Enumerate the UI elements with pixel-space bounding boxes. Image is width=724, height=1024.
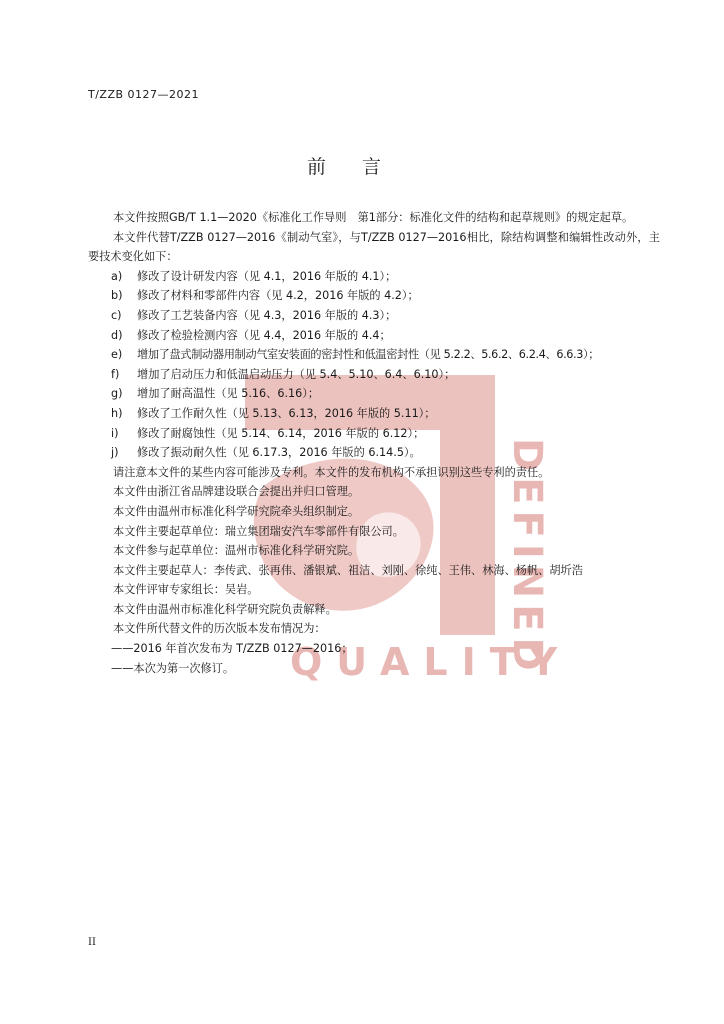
statement-interpretation: 本文件由温州市标准化科学研究院负责解释。 [113, 602, 337, 616]
statement-patent: 请注意本文件的某些内容可能涉及专利。本文件的发布机构不承担识别这些专利的责任。 [113, 465, 550, 479]
statement-drafters: 本文件主要起草人：李传武、张再伟、潘银斌、祖洁、刘刚、徐纯、王伟、林海、杨帆、胡圻浩 [113, 563, 583, 577]
statement-review-leader: 本文件评审专家组长：吴岩。 [113, 583, 259, 597]
list-item: d) 修改了检验检测内容（见 4.4，2016 年版的 4.4； [111, 328, 391, 342]
history-item: ——本次为第一次修订。 [111, 661, 235, 675]
list-item: e) 增加了盘式制动器用制动气室安装面的密封性和低温密封性（见 5.2.2、5.6.2、6.2.4、6.6.3）； [111, 348, 600, 362]
list-item: c) 修改了工艺装备内容（见 4.3，2016 年版的 4.3）； [111, 308, 397, 322]
list-item: i) 修改了耐腐蚀性（见 5.14、6.14，2016 年版的 6.12）； [111, 426, 425, 440]
list-item: j) 修改了振动耐久性（见 6.17.3，2016 年版的 6.14.5）。 [111, 446, 421, 460]
list-item: a) 修改了设计研发内容（见 4.1，2016 年版的 4.1）； [111, 269, 397, 283]
statement-proposer: 本文件由浙江省品牌建设联合会提出并归口管理。 [113, 485, 360, 499]
list-item: g) 增加了耐高温性（见 5.16、6.16）； [111, 387, 320, 401]
page-number: II [88, 937, 96, 948]
watermark-defined-text: DEFINED [504, 438, 550, 677]
page-title: 前言 [306, 156, 417, 178]
list-item: f) 增加了启动压力和低温启动压力（见 5.4、5.10、6.4、6.10）； [111, 367, 456, 381]
list-item: b) 修改了材料和零部件内容（见 4.2，2016 年版的 4.2）； [111, 289, 419, 303]
changes-list [88, 267, 660, 463]
statement-history-intro: 本文件所代替文件的历次版本发布情况为： [113, 622, 326, 636]
foreword-content [88, 208, 660, 678]
history-item: ——2016 年首次发布为 T/ZZB 0127—2016； [111, 642, 353, 656]
list-item: h) 修改了工作耐久性（见 5.13、6.13，2016 年版的 5.11）； [111, 406, 436, 420]
paragraph-replacement: 本文件代替T/ZZB 0127—2016《制动气室》，与T/ZZB 0127—2016相比，除结构调整和编辑性改动外，主要技术变化如下： [88, 230, 660, 264]
statement-main-drafting-unit: 本文件主要起草单位：瑞立集团瑞安汽车零部件有限公司。 [113, 524, 404, 538]
document-code: T/ZZB 0127—2021 [88, 88, 200, 101]
statement-organizer: 本文件由温州市标准化科学研究院牵头组织制定。 [113, 504, 360, 518]
watermark-quality-text: QUALITY [290, 640, 572, 684]
statement-participating-unit: 本文件参与起草单位：温州市标准化科学研究院。 [113, 544, 360, 558]
paragraph-drafting-basis: 本文件按照GB/T 1.1—2020《标准化工作导则 第1部分：标准化文件的结构和起草规则》的规定起草。 [113, 211, 634, 224]
